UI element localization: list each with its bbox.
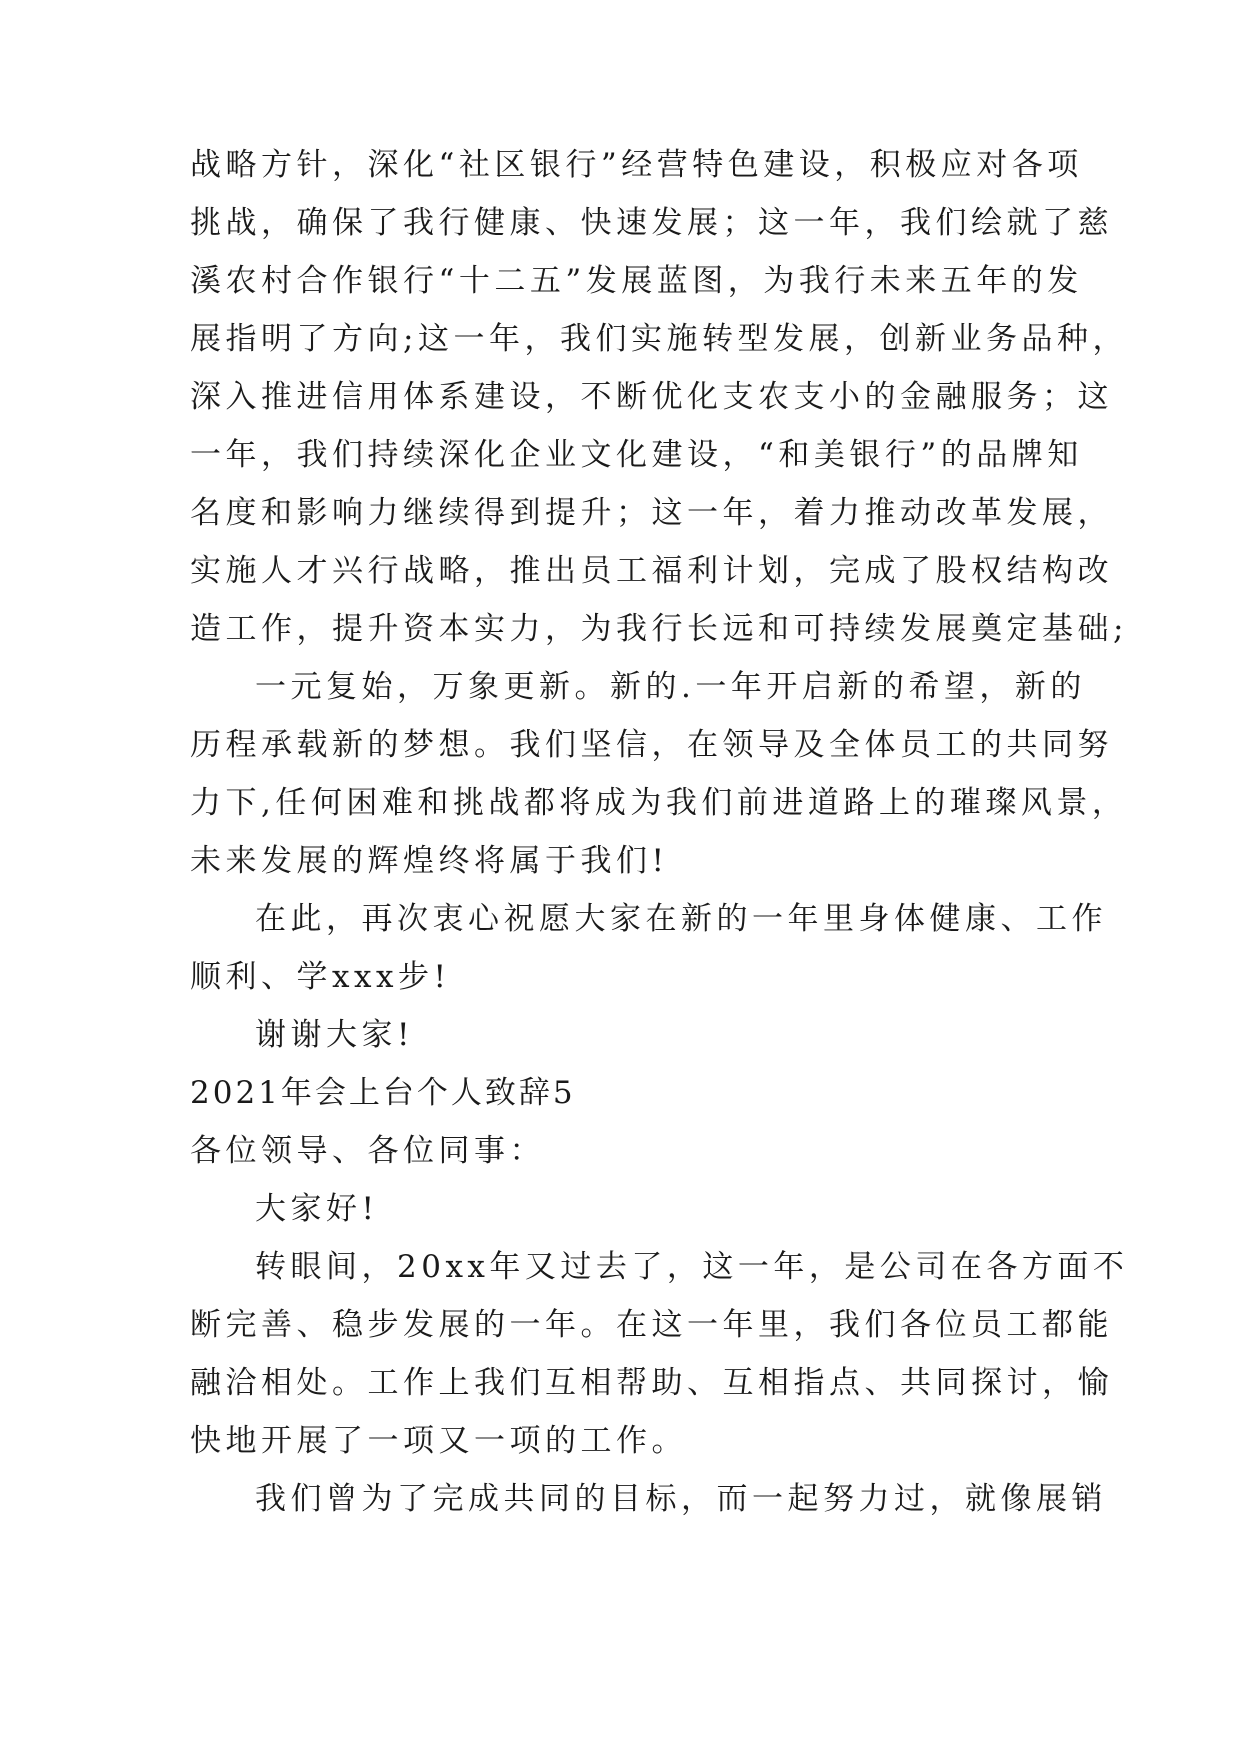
text-line: 挑战，确保了我行健康、快速发展；这一年，我们绘就了慈: [190, 205, 1113, 241]
text-line: 转眼间，20xx年又过去了，这一年，是公司在各方面不: [255, 1249, 1129, 1285]
text-line: 实施人才兴行战略，推出员工福利计划，完成了股权结构改: [190, 553, 1113, 589]
text-line: 战略方针，深化“社区银行”经营特色建设，积极应对各项: [190, 147, 1083, 183]
section-title: 2021年会上台个人致辞5: [190, 1075, 576, 1111]
text-line: 造工作，提升资本实力，为我行长远和可持续发展奠定基础;: [190, 611, 1128, 647]
text-line: 深入推进信用体系建设，不断优化支农支小的金融服务；这: [190, 379, 1113, 415]
salutation: 各位领导、各位同事：: [190, 1133, 545, 1169]
text-line: 顺利、学xxx步!: [190, 959, 451, 995]
thanks-line: 谢谢大家!: [255, 1017, 414, 1053]
text-line: 一年，我们持续深化企业文化建设，“和美银行”的品牌知: [190, 437, 1083, 473]
text-line: 力下,任何困难和挑战都将成为我们前进道路上的璀璨风景，: [190, 785, 1128, 821]
text-line: 断完善、稳步发展的一年。在这一年里，我们各位员工都能: [190, 1307, 1113, 1343]
text-line: 展指明了方向;这一年，我们实施转型发展，创新业务品种，: [190, 321, 1128, 357]
greeting: 大家好!: [255, 1191, 379, 1227]
text-line: 我们曾为了完成共同的目标，而一起努力过，就像展销: [255, 1481, 1107, 1517]
text-line: 融洽相处。工作上我们互相帮助、互相指点、共同探讨，愉: [190, 1365, 1113, 1401]
text-line: 一元复始，万象更新。新的.一年开启新的希望，新的: [255, 669, 1086, 705]
text-line: 名度和影响力继续得到提升；这一年，着力推动改革发展，: [190, 495, 1113, 531]
text-line: 快地开展了一项又一项的工作。: [190, 1423, 687, 1459]
text-line: 未来发展的辉煌终将属于我们!: [190, 843, 669, 879]
text-line: 在此，再次衷心祝愿大家在新的一年里身体健康、工作: [255, 901, 1107, 937]
text-line: 历程承载新的梦想。我们坚信，在领导及全体员工的共同努: [190, 727, 1113, 763]
text-line: 溪农村合作银行“十二五”发展蓝图，为我行未来五年的发: [190, 263, 1083, 299]
